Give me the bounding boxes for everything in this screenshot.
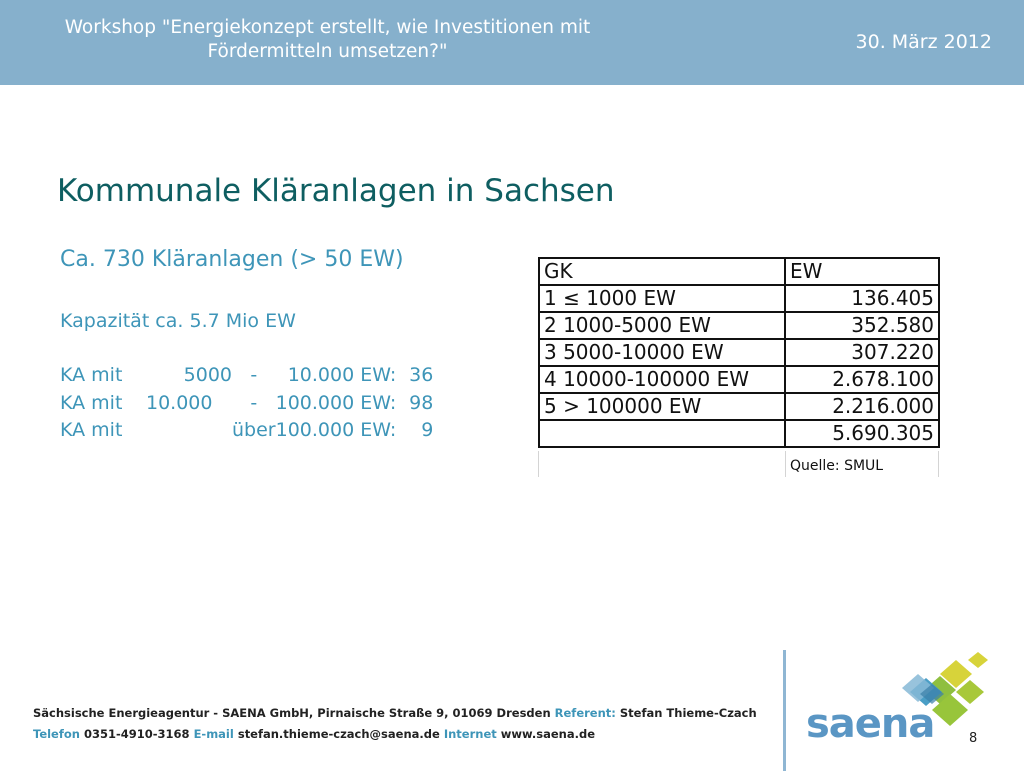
- footer-internet[interactable]: www.saena.de: [500, 727, 596, 741]
- footer-internet-label: Internet: [443, 727, 497, 741]
- source-divider: [785, 451, 786, 477]
- source-text: Quelle: SMUL: [790, 458, 884, 474]
- cell-gk: 3 5000-10000 EW: [539, 339, 785, 366]
- page-number: 8: [969, 731, 978, 746]
- table-row: [539, 393, 939, 420]
- table-header-row: [539, 258, 939, 285]
- saena-logo-text: saena: [806, 701, 935, 747]
- ka-from: 5000: [183, 364, 232, 386]
- cell-ew: 352.580: [785, 312, 939, 339]
- table-row: [539, 366, 939, 393]
- bullet-capacity: Kapazität ca. 5.7 Mio EW: [60, 310, 296, 332]
- cell-ew: 136.405: [785, 285, 939, 312]
- footer-phone: 0351-4910-3168: [83, 727, 190, 741]
- bullet-main: Ca. 730 Kläranlagen (> 50 EW): [60, 247, 404, 272]
- cell-ew: 307.220: [785, 339, 939, 366]
- ka-sep: -: [250, 391, 258, 414]
- slide-title: Kommunale Kläranlagen in Sachsen: [57, 173, 615, 209]
- footer-divider: [783, 650, 786, 771]
- header-ew: EW: [785, 258, 939, 285]
- footer-line-address: [33, 705, 757, 721]
- header-bar: [0, 0, 1024, 85]
- ew-data-table: [538, 257, 940, 448]
- cell-total-empty: [539, 420, 785, 447]
- ka-count: 36: [409, 364, 434, 386]
- footer-referent-name: Stefan Thieme-Czach: [619, 706, 757, 720]
- ka-prefix: KA mit: [60, 391, 123, 414]
- table-row: [539, 339, 939, 366]
- cell-ew: 2.678.100: [785, 366, 939, 393]
- cell-total: 5.690.305: [785, 420, 939, 447]
- ka-prefix: KA mit: [60, 419, 123, 441]
- footer-email[interactable]: stefan.thieme-czach@saena.de: [237, 727, 440, 741]
- header-gk: GK: [539, 258, 785, 285]
- ka-count: 9: [421, 419, 434, 441]
- table-total-row: [539, 420, 939, 447]
- cell-ew: 2.216.000: [785, 393, 939, 420]
- ka-count: 98: [409, 391, 434, 414]
- ka-size-table: [60, 362, 433, 445]
- header-title: Workshop "Energiekonzept erstellt, wie Investitionen mit Fördermitteln umsetzen?": [64, 17, 591, 62]
- ka-from: 10.000: [146, 391, 213, 414]
- header-date: 30. März 2012: [855, 31, 992, 53]
- footer-phone-label: Telefon: [33, 727, 80, 741]
- cell-gk: 1 ≤ 1000 EW: [539, 285, 785, 312]
- ka-sep: -: [250, 364, 258, 386]
- ka-prefix: KA mit: [60, 364, 123, 386]
- cell-gk: 2 1000-5000 EW: [539, 312, 785, 339]
- source-row: [538, 451, 938, 477]
- ka-row: [60, 362, 433, 390]
- footer-email-label: E-mail: [193, 727, 234, 741]
- ka-to: 10.000 EW:: [287, 364, 397, 386]
- footer-line-contact: [33, 726, 595, 742]
- footer-referent-label: Referent:: [554, 706, 616, 720]
- footer-company: Sächsische Energieagentur - SAENA GmbH, Pirnaische Straße 9, 01069 Dresden: [33, 706, 551, 720]
- cell-gk: 4 10000-100000 EW: [539, 366, 785, 393]
- source-divider: [938, 451, 939, 477]
- cell-gk: 5 > 100000 EW: [539, 393, 785, 420]
- ka-row: [60, 390, 433, 418]
- ka-sep: über: [232, 419, 276, 441]
- table-row: [539, 312, 939, 339]
- ka-row: [60, 417, 433, 445]
- ka-from: [146, 417, 232, 445]
- table-row: [539, 285, 939, 312]
- ka-to: 100.000 EW:: [275, 419, 397, 441]
- ka-to: 100.000 EW:: [275, 391, 397, 414]
